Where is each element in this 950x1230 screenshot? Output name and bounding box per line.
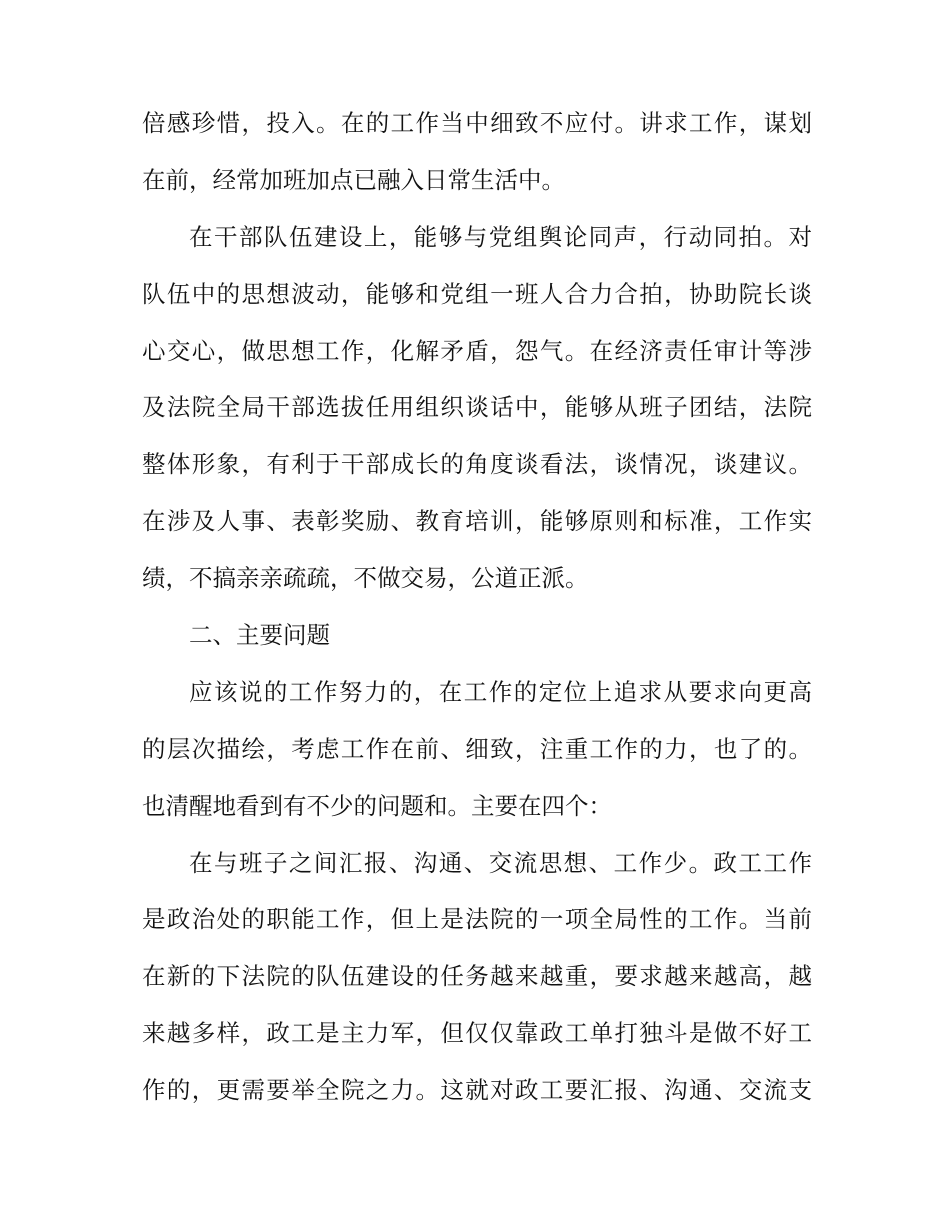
text-line: 在新的下法院的队伍建设的任务越来越重，要求越来越高，越 [142, 962, 812, 991]
text-line: 应该说的工作努力的，在工作的定位上追求从要求向更高 [189, 677, 812, 706]
text-line: 心交心，做思想工作，化解矛盾，怨气。在经济责任审计等涉 [142, 336, 812, 365]
text-line: 也清醒地看到有不少的问题和。主要在四个： [142, 791, 612, 820]
text-line: 作的，更需要举全院之力。这就对政工要汇报、沟通、交流支 [142, 1076, 812, 1105]
text-line: 整体形象，有利于干部成长的角度谈看法，谈情况，谈建议。 [142, 450, 812, 479]
text-line: 及法院全局干部选拔任用组织谈话中，能够从班子团结，法院 [142, 393, 812, 422]
section-heading: 二、主要问题 [189, 621, 330, 650]
text-line: 绩，不搞亲亲疏疏，不做交易，公道正派。 [142, 564, 589, 593]
text-line: 在涉及人事、表彰奖励、教育培训，能够原则和标准，工作实 [142, 507, 812, 536]
text-line: 倍感珍惜，投入。在的工作当中细致不应付。讲求工作，谋划 [142, 109, 812, 137]
text-line: 在与班子之间汇报、沟通、交流思想、工作少。政工工作 [189, 848, 812, 877]
text-line: 在干部队伍建设上，能够与党组舆论同声，行动同拍。对 [189, 222, 812, 251]
text-line: 在前，经常加班加点已融入日常生活中。 [142, 165, 565, 194]
text-line: 来越多样，政工是主力军，但仅仅靠政工单打独斗是做不好工 [142, 1019, 812, 1048]
text-line: 队伍中的思想波动，能够和党组一班人合力合拍，协助院长谈 [142, 279, 812, 308]
text-line: 是政治处的职能工作，但上是法院的一项全局性的工作。当前 [142, 905, 812, 934]
document-body [142, 95, 812, 1119]
text-line: 的层次描绘，考虑工作在前、细致，注重工作的力，也了的。 [142, 734, 812, 763]
